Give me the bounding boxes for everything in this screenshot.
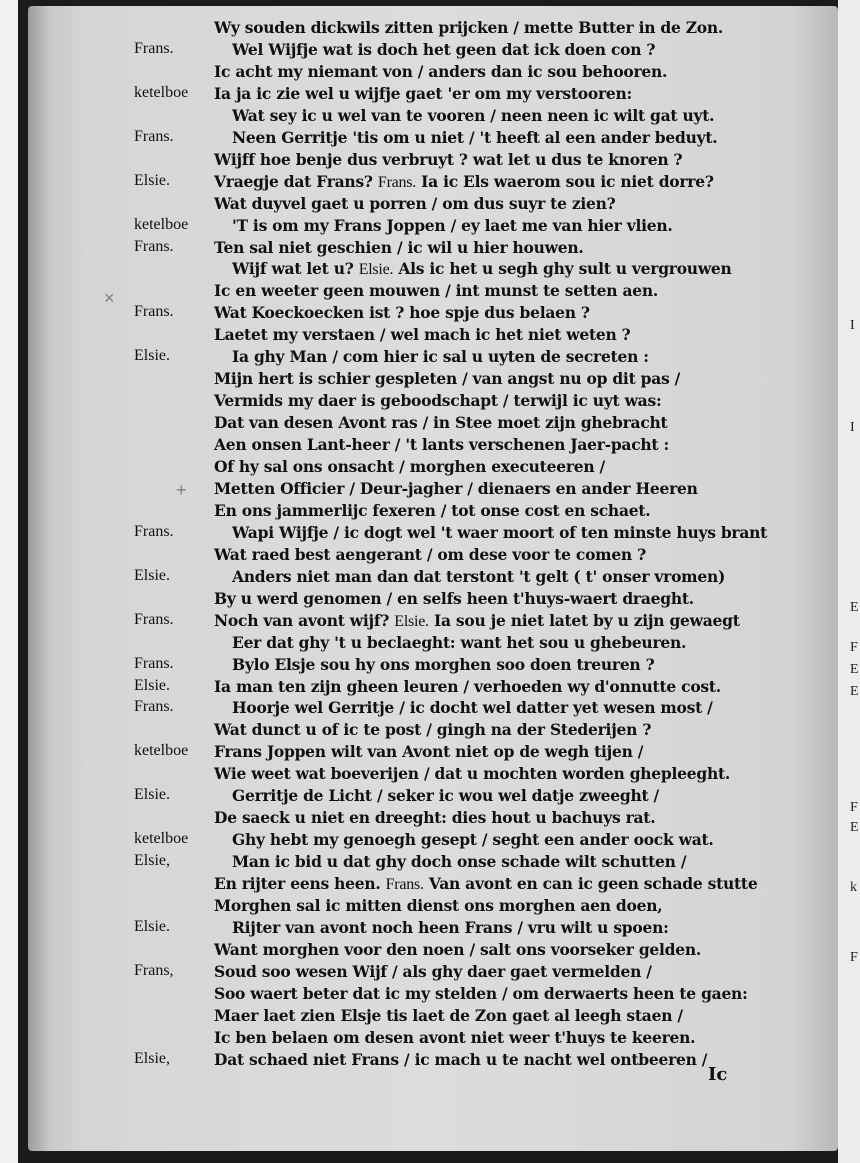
speaker-label: Frans. bbox=[134, 610, 174, 628]
inline-speaker-label: Frans. bbox=[377, 173, 416, 191]
verse-text bbox=[232, 523, 767, 542]
verse-line bbox=[0, 764, 860, 786]
verse-text bbox=[214, 808, 655, 827]
verse-text bbox=[214, 764, 730, 783]
speaker-label: Frans. bbox=[134, 127, 174, 145]
verse-text-main: Wapi Wijfje / ic dogt wel 't waer moort of ten minste huys brant bbox=[232, 522, 768, 542]
verse-text bbox=[214, 413, 667, 432]
verse-line bbox=[0, 1006, 860, 1028]
verse-text-main: Vermids my daer is geboodschapt / terwijl ic uyt was: bbox=[214, 391, 662, 411]
verse-line bbox=[0, 194, 860, 216]
verse-text bbox=[214, 545, 646, 564]
speaker-label: Elsie. bbox=[134, 786, 170, 804]
speaker-label: Elsie. bbox=[134, 347, 170, 365]
edge-letter: k bbox=[850, 880, 857, 895]
verse-text-main: Ic acht my niemant von / anders dan ic sou behooren. bbox=[214, 61, 668, 81]
verse-text bbox=[232, 567, 725, 586]
verse-line bbox=[0, 369, 860, 391]
verse-text bbox=[214, 194, 615, 213]
verse-text-main: De saeck u niet en dreeght: dies hout u bachuys rat. bbox=[214, 808, 656, 828]
verse-text bbox=[214, 281, 658, 300]
speaker-label: ketelboe bbox=[134, 742, 189, 760]
verse-text-rest: Als ic het u segh ghy sult u vergrouwen bbox=[398, 259, 732, 279]
verse-line bbox=[0, 1028, 860, 1050]
verse-text-main: Wat duyvel gaet u porren / om dus suyr te zien? bbox=[214, 193, 616, 213]
verse-text-main: Ic ben belaen om desen avont niet weer t'huys te keeren. bbox=[214, 1027, 696, 1047]
verse-text bbox=[214, 589, 694, 608]
verse-text bbox=[214, 1006, 683, 1025]
verse-text-main: Dat schaed niet Frans / ic mach u te nacht wel ontbeeren / bbox=[214, 1049, 708, 1069]
edge-letter: E bbox=[850, 662, 859, 677]
verse-text bbox=[232, 786, 659, 805]
speaker-label: Elsie, bbox=[134, 1049, 170, 1067]
verse-line bbox=[0, 523, 860, 545]
verse-text-main: Ghy hebt my genoegh gesept / seght een ander oock wat. bbox=[232, 830, 714, 850]
verse-text-main: En rijter eens heen. bbox=[214, 874, 381, 894]
verse-line bbox=[0, 259, 860, 281]
verse-line bbox=[0, 84, 860, 106]
speaker-label: Frans. bbox=[134, 698, 174, 716]
verse-text bbox=[214, 611, 740, 631]
verse-text-main: Wel Wijfje wat is doch het geen dat ick doen con ? bbox=[232, 39, 656, 59]
verse-line bbox=[0, 238, 860, 260]
verse-text-main: Man ic bid u dat ghy doch onse schade wilt schutten / bbox=[232, 852, 687, 872]
verse-text-main: By u werd genomen / en selfs heen t'huys-waert draeght. bbox=[214, 588, 694, 608]
verse-text bbox=[214, 874, 757, 894]
verse-text bbox=[214, 18, 723, 37]
verse-line bbox=[0, 677, 860, 699]
verse-text bbox=[214, 303, 590, 322]
verse-line bbox=[0, 1050, 860, 1072]
verse-text bbox=[214, 742, 643, 761]
verse-text-main: Wijff hoe benje dus verbruyt ? wat let u dus te knoren ? bbox=[214, 149, 683, 169]
verse-text-main: Morghen sal ic mitten dienst ons morghen aen doen, bbox=[214, 896, 663, 915]
verse-text bbox=[214, 501, 650, 520]
verse-text-main: Gerritje de Licht / seker ic wou wel datje zweeght / bbox=[232, 786, 659, 806]
verse-text-main: Ic en weeter geen mouwen / int munst te setten aen. bbox=[214, 281, 659, 301]
verse-text bbox=[214, 150, 682, 169]
verse-line bbox=[0, 62, 860, 84]
verse-line bbox=[0, 786, 860, 808]
verse-text-main: Wat dunct u of ic te post / gingh na der Stederijen ? bbox=[214, 720, 652, 740]
edge-letter: E bbox=[850, 684, 859, 699]
verse-line bbox=[0, 281, 860, 303]
verse-text bbox=[214, 962, 652, 981]
verse-text-main: 'T is om my Frans Joppen / ey laet me van hier vlien. bbox=[232, 215, 673, 235]
verse-text-main: Noch van avont wijf? bbox=[214, 610, 390, 630]
verse-line bbox=[0, 611, 860, 633]
verse-line bbox=[0, 172, 860, 194]
verse-text bbox=[214, 984, 748, 1003]
verse-line bbox=[0, 501, 860, 523]
speaker-label: Frans. bbox=[134, 522, 174, 540]
verse-line bbox=[0, 633, 860, 655]
verse-text bbox=[214, 896, 662, 915]
speaker-label: Frans. bbox=[134, 39, 174, 57]
verse-text bbox=[214, 62, 667, 81]
verse-text bbox=[232, 698, 713, 717]
speaker-label: ketelboe bbox=[134, 830, 189, 848]
speaker-label: Frans. bbox=[134, 237, 174, 255]
verse-line bbox=[0, 874, 860, 896]
verse-text-main: Wat Koeckoecken ist ? hoe spje dus belaen ? bbox=[214, 303, 590, 323]
speaker-label: Elsie. bbox=[134, 917, 170, 935]
verse-text-main: Wijf wat let u? bbox=[232, 259, 354, 279]
catchword: Ic bbox=[708, 1064, 728, 1085]
verse-line bbox=[0, 413, 860, 435]
verse-text-main: Eer dat ghy 't u beclaeght: want het sou u ghebeuren. bbox=[232, 632, 687, 652]
verse-text-main: Ia man ten zijn gheen leuren / verhoeden wy d'onnutte cost. bbox=[214, 676, 721, 696]
verse-text-main: Soud soo wesen Wijf / als ghy daer gaet vermelden / bbox=[214, 961, 652, 981]
verse-text-main: Ia ghy Man / com hier ic sal u uyten de secreten : bbox=[232, 347, 649, 367]
inline-speaker-label: Frans. bbox=[385, 876, 424, 894]
verse-line bbox=[0, 545, 860, 567]
edge-letter: F bbox=[850, 640, 858, 655]
speaker-label: Frans. bbox=[134, 303, 174, 321]
edge-letter: I bbox=[850, 420, 855, 435]
verse-text-main: Ten sal niet geschien / ic wil u hier houwen. bbox=[214, 237, 584, 257]
pencil-mark-plus: + bbox=[176, 480, 187, 500]
verse-line bbox=[0, 918, 860, 940]
verse-text-rest: Van avont en can ic geen schade stutte bbox=[428, 874, 758, 894]
verse-line bbox=[0, 303, 860, 325]
verse-text bbox=[214, 1028, 695, 1047]
verse-text bbox=[232, 40, 655, 59]
speaker-label: Elsie, bbox=[134, 852, 170, 870]
verse-text-main: Wat sey ic u wel van te vooren / neen neen ic wilt gat uyt. bbox=[232, 105, 715, 125]
verse-text bbox=[232, 106, 714, 125]
speaker-label: ketelboe bbox=[134, 83, 189, 101]
verse-line bbox=[0, 150, 860, 172]
verse-text-main: Soo waert beter dat ic my stelden / om derwaerts heen te gaen: bbox=[214, 983, 748, 1003]
verse-text bbox=[214, 84, 632, 103]
verse-line bbox=[0, 589, 860, 611]
verse-text bbox=[214, 457, 605, 476]
verse-text bbox=[232, 216, 673, 235]
edge-letter: F bbox=[850, 950, 858, 965]
verse-text-main: En ons jammerlijc fexeren / tot onse cost en schaet. bbox=[214, 500, 651, 520]
verse-text-main: Ia ja ic zie wel u wijfje gaet 'er om my verstooren: bbox=[214, 83, 632, 103]
verse-line bbox=[0, 940, 860, 962]
verse-text-main: Wat raed best aengerant / om dese voor te comen ? bbox=[214, 544, 646, 564]
verse-text-main: Wy souden dickwils zitten prijcken / mette Butter in de Zon. bbox=[214, 18, 724, 37]
speaker-label: Frans, bbox=[134, 961, 174, 979]
verse-text bbox=[232, 655, 654, 674]
verse-text-main: Aen onsen Lant-heer / 't lants verschenen Jaer-pacht : bbox=[214, 435, 669, 455]
verse-text-main: Bylo Elsje sou hy ons morghen soo doen treuren ? bbox=[232, 654, 655, 674]
verse-line bbox=[0, 808, 860, 830]
speaker-label: Elsie. bbox=[134, 676, 170, 694]
verse-text-main: Wie weet wat boeverijen / dat u mochten worden ghepleeght. bbox=[214, 764, 731, 784]
verse-text-main: Rijter van avont noch heen Frans / vru wilt u spoen: bbox=[232, 917, 669, 937]
verse-text-main: Mijn hert is schier gespleten / van angst nu op dit pas / bbox=[214, 369, 681, 389]
verse-text bbox=[214, 172, 714, 192]
verse-line bbox=[0, 852, 860, 874]
verse-text bbox=[214, 1050, 707, 1069]
verse-line bbox=[0, 128, 860, 150]
verse-line bbox=[0, 479, 860, 501]
verse-text bbox=[214, 940, 701, 959]
verse-line bbox=[0, 18, 860, 40]
verse-line bbox=[0, 896, 860, 918]
speaker-label: ketelboe bbox=[134, 215, 189, 233]
verse-text bbox=[232, 259, 732, 279]
verse-text bbox=[214, 325, 630, 344]
verse-text-main: Of hy sal ons onsacht / morghen executeeren / bbox=[214, 457, 605, 476]
verse-text bbox=[232, 918, 669, 937]
verse-text bbox=[232, 830, 714, 849]
verse-line bbox=[0, 435, 860, 457]
verse-text bbox=[232, 347, 649, 366]
inline-speaker-label: Elsie. bbox=[394, 612, 429, 630]
verse-text-main: Vraegje dat Frans? bbox=[214, 171, 373, 191]
edge-letter: I bbox=[850, 318, 855, 333]
edge-letter: E bbox=[850, 820, 859, 835]
verse-text bbox=[214, 391, 661, 410]
verse-line bbox=[0, 391, 860, 413]
verse-line bbox=[0, 720, 860, 742]
verse-line bbox=[0, 742, 860, 764]
verse-line bbox=[0, 962, 860, 984]
speaker-label: Elsie. bbox=[134, 566, 170, 584]
verse-line bbox=[0, 567, 860, 589]
verse-text-rest: Ia sou je niet latet by u zijn gewaegt bbox=[433, 610, 740, 630]
pencil-mark-x: × bbox=[104, 288, 115, 308]
verse-line bbox=[0, 984, 860, 1006]
edge-letter: F bbox=[850, 800, 858, 815]
verse-text bbox=[214, 720, 651, 739]
verse-text bbox=[214, 677, 721, 696]
verse-text-main: Dat van desen Avont ras / in Stee moet zijn ghebracht bbox=[214, 413, 668, 433]
inline-speaker-label: Elsie. bbox=[358, 261, 394, 279]
verse-line bbox=[0, 698, 860, 720]
verse-text-main: Anders niet man dan dat terstont 't gelt ( t' onser vromen) bbox=[232, 566, 726, 586]
verse-text bbox=[214, 435, 669, 454]
verse-text-main: Metten Officier / Deur-jagher / dienaers en ander Heeren bbox=[214, 478, 698, 498]
verse-text-main: Want morghen voor den noen / salt ons voorseker gelden. bbox=[214, 939, 702, 959]
verse-line bbox=[0, 325, 860, 347]
edge-letter: E bbox=[850, 600, 859, 615]
verse-text bbox=[214, 238, 584, 257]
verse-text-main: Frans Joppen wilt van Avont niet op de wegh tijen / bbox=[214, 742, 644, 762]
verse-line bbox=[0, 106, 860, 128]
verse-text-rest: Ia ic Els waerom sou ic niet dorre? bbox=[421, 171, 714, 191]
verse-text-main: Neen Gerritje 'tis om u niet / 't heeft al een ander beduyt. bbox=[232, 127, 718, 147]
verse-text bbox=[232, 633, 686, 652]
verse-line bbox=[0, 830, 860, 852]
verse-line bbox=[0, 40, 860, 62]
verse-line bbox=[0, 655, 860, 677]
verse-text bbox=[214, 369, 680, 388]
verse-text-main: Maer laet zien Elsje tis laet de Zon gaet al leegh staen / bbox=[214, 1005, 683, 1025]
verse-text bbox=[214, 479, 698, 498]
speaker-label: Elsie. bbox=[134, 171, 170, 189]
verse-line bbox=[0, 457, 860, 479]
verse-line bbox=[0, 347, 860, 369]
verse-line bbox=[0, 216, 860, 238]
verse-text-main: Laetet my verstaen / wel mach ic het niet weten ? bbox=[214, 325, 631, 345]
verse-text bbox=[232, 852, 686, 871]
verse-text bbox=[232, 128, 717, 147]
verse-text-main: Hoorje wel Gerritje / ic docht wel datter yet wesen most / bbox=[232, 698, 713, 718]
speaker-label: Frans. bbox=[134, 654, 174, 672]
